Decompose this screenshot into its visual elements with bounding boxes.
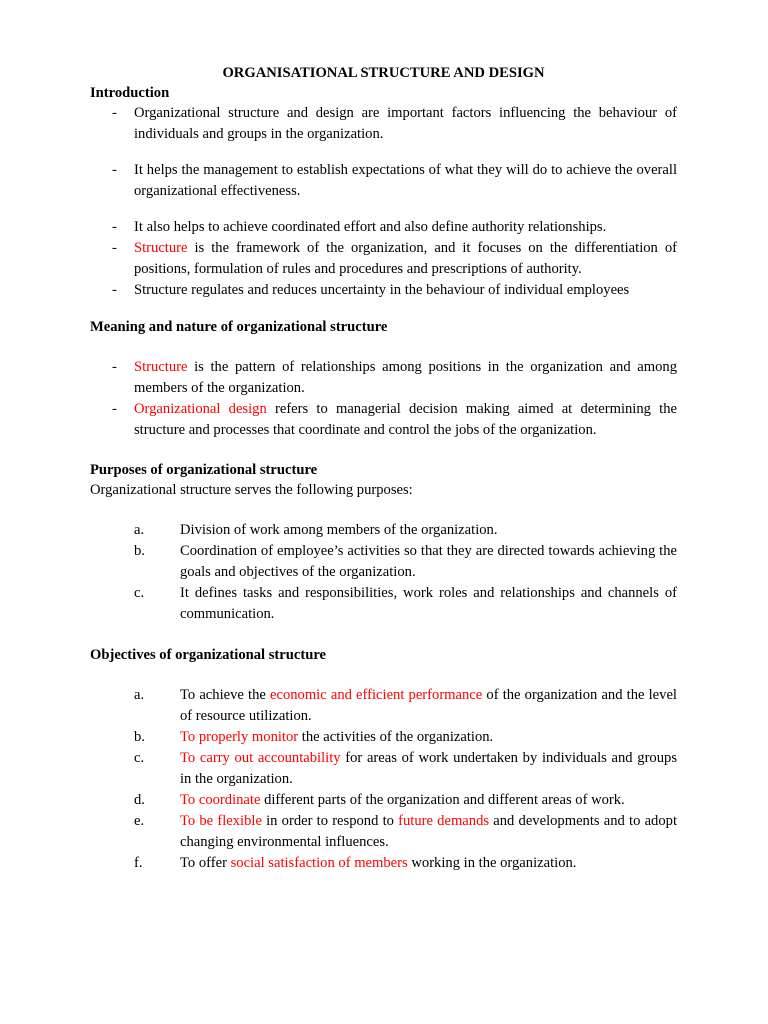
list-item-text: [180, 520, 677, 541]
section-heading: Purposes of organizational structure: [90, 462, 318, 478]
section-heading: Meaning and nature of organizational structure: [90, 319, 388, 335]
list-item-text: [180, 727, 677, 748]
text-segment: of the organization and the level of resource utilization.: [180, 687, 677, 724]
text-segment: To offer: [180, 855, 231, 871]
text-segment: for areas of work undertaken by individuals and groups in the organization.: [180, 750, 677, 787]
list-item-text: [180, 748, 677, 790]
list-item-text: [134, 238, 677, 280]
list-item-text: [134, 217, 677, 238]
list-item: [90, 583, 677, 625]
list-item-text: [134, 399, 677, 441]
text-segment: It defines tasks and responsibilities, work roles and relationships and channels of communication.: [180, 585, 677, 622]
list-marker: c.: [134, 750, 145, 766]
highlighted-term: Organizational design: [134, 401, 267, 417]
list-marker: e.: [134, 813, 145, 829]
list-item: [90, 520, 677, 541]
text-segment: working in the organization.: [407, 855, 577, 871]
list-marker: -: [112, 105, 117, 121]
text-segment: the activities of the organization.: [298, 729, 494, 745]
list-item-text: [180, 685, 677, 727]
highlighted-term: economic and efficient performance: [269, 687, 483, 703]
section-objectives: [90, 645, 677, 874]
list-item: [90, 160, 677, 202]
list-item-text: [180, 853, 677, 874]
list-item: [90, 811, 677, 853]
list-item: [90, 357, 677, 399]
highlighted-term: Structure: [134, 240, 188, 256]
list-item: [90, 217, 677, 238]
highlighted-term: Structure: [134, 359, 188, 375]
section-purposes: [90, 460, 677, 625]
list-marker: -: [112, 282, 117, 298]
list-marker: -: [112, 401, 117, 417]
highlighted-term: social satisfaction of members: [230, 855, 408, 871]
list-item-text: [180, 790, 677, 811]
highlighted-term: To be flexible: [180, 813, 262, 829]
text-segment: is the pattern of relationships among positions in the organization and among members of the organization.: [134, 359, 677, 396]
text-segment: It also helps to achieve coordinated effort and also define authority relationships.: [134, 219, 607, 235]
list-item-text: [180, 541, 677, 583]
text-segment: Structure regulates and reduces uncertainty in the behaviour of individual employees: [134, 282, 630, 298]
document-page: [90, 63, 677, 874]
list-item-text: [180, 811, 677, 853]
section-introduction: [90, 83, 677, 301]
highlighted-term: To properly monitor: [180, 729, 299, 745]
list-marker: -: [112, 162, 117, 178]
list-marker: a.: [134, 522, 145, 538]
list-item: [90, 790, 677, 811]
list-marker: d.: [134, 792, 145, 808]
section-heading: Introduction: [90, 85, 170, 101]
text-segment: and developments and to adopt changing environmental influences.: [180, 813, 677, 850]
highlighted-term: To coordinate: [180, 792, 261, 808]
list-marker: -: [112, 359, 117, 375]
text-segment: refers to managerial decision making aimed at determining the structure and processes that coordinate and control the jobs of the organization.: [134, 401, 677, 438]
list-item: [90, 748, 677, 790]
list-item: [90, 853, 677, 874]
document-title: ORGANISATIONAL STRUCTURE AND DESIGN: [222, 65, 545, 81]
highlighted-term: To carry out accountability: [180, 750, 341, 766]
section-heading: Objectives of organizational structure: [90, 647, 327, 663]
text-segment: Division of work among members of the organization.: [180, 522, 498, 538]
list-item-text: [134, 160, 677, 202]
list-item: [90, 685, 677, 727]
list-marker: b.: [134, 729, 145, 745]
list-item: [90, 280, 677, 301]
section-intro: Organizational structure serves the following purposes:: [90, 482, 413, 498]
list-item: [90, 238, 677, 280]
list-item-text: [134, 103, 677, 145]
list-marker: -: [112, 240, 117, 256]
list-marker: a.: [134, 687, 145, 703]
text-segment: Coordination of employee’s activities so that they are directed towards achieving the goals and objectives of the organization.: [180, 543, 677, 580]
list-item: [90, 399, 677, 441]
list-item-text: [134, 280, 677, 301]
list-marker: b.: [134, 543, 145, 559]
highlighted-term: future demands: [398, 813, 490, 829]
list-item-text: [134, 357, 677, 399]
section-meaning-and-nature: [90, 317, 677, 441]
text-segment: Organizational structure and design are important factors influencing the behaviour of individuals and groups in the organization.: [134, 105, 677, 142]
list-item: [90, 103, 677, 145]
list-marker: c.: [134, 585, 145, 601]
list-marker: -: [112, 219, 117, 235]
text-segment: It helps the management to establish expectations of what they will do to achieve the overall organizational effectiveness.: [134, 162, 677, 199]
list-marker: f.: [134, 855, 143, 871]
text-segment: To achieve the: [180, 687, 270, 703]
text-segment: is the framework of the organization, and it focuses on the differentiation of positions, formulation of rules and procedures and prescriptions of authority.: [134, 240, 677, 277]
list-item: [90, 541, 677, 583]
text-segment: in order to respond to: [261, 813, 399, 829]
list-item: [90, 727, 677, 748]
list-item-text: [180, 583, 677, 625]
text-segment: different parts of the organization and different areas of work.: [260, 792, 625, 808]
